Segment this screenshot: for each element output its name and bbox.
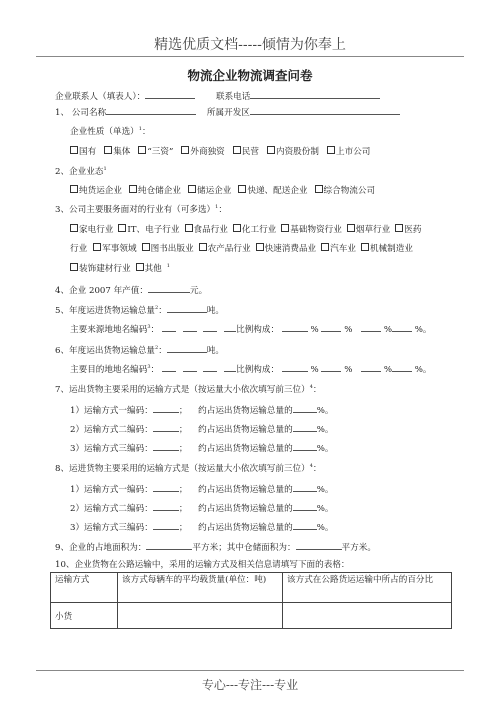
- checkbox-option[interactable]: [70, 184, 122, 196]
- mode-code-blank[interactable]: [153, 482, 179, 492]
- share-blank[interactable]: [293, 520, 317, 530]
- checkbox-label: 装饰建材行业: [79, 264, 131, 274]
- checkbox-option[interactable]: [233, 145, 259, 157]
- transport-table: [50, 572, 452, 629]
- mode3-label: 3）运输方式三编码：: [70, 444, 153, 454]
- phone-label: 联系电话: [215, 92, 251, 102]
- header-cell: 运输方式: [51, 573, 118, 603]
- checkbox-icon[interactable]: [181, 146, 189, 154]
- checkbox-label: 家电行业: [79, 225, 114, 235]
- q2-label: 2、企业业态: [55, 167, 104, 177]
- checkbox-icon[interactable]: [129, 185, 137, 193]
- table-header-row: [51, 573, 452, 603]
- q7-mode1: 1）运输方式一编码： ； 约占运出货物运输总量的 %。: [70, 403, 333, 416]
- document-title: 物流企业物流调查问卷: [187, 68, 313, 83]
- percent-sign: %。: [316, 485, 334, 495]
- checkbox-option[interactable]: [136, 262, 162, 274]
- checkbox-label: 外商独资: [190, 147, 225, 157]
- code-blank[interactable]: [203, 362, 217, 372]
- checkbox-option[interactable]: [267, 145, 319, 157]
- nature-label: 企业性质（单选）: [70, 127, 139, 137]
- checkbox-option[interactable]: [129, 184, 181, 196]
- q4-unit: 元。: [189, 286, 208, 296]
- q10-label: 10、企业货物在公路运输中，采用的运输方式及相关信息请填写下面的表格：: [55, 560, 350, 570]
- colon: ：: [312, 385, 322, 395]
- percent-sign: %: [344, 365, 353, 375]
- checkbox-option[interactable]: [70, 145, 96, 157]
- checkbox-icon[interactable]: [70, 185, 78, 193]
- checkbox-label: 基础物资行业: [290, 225, 342, 235]
- checkbox-label: 集体: [113, 147, 131, 157]
- area-blank[interactable]: [146, 540, 192, 550]
- percent-sign: %。: [316, 444, 334, 454]
- checkbox-option[interactable]: [70, 223, 113, 235]
- q8-mode1: 1）运输方式一编码： ； 约占运出货物运输总量的 %。: [70, 482, 333, 495]
- mode2-label: 2）运输方式二编码：: [70, 425, 153, 435]
- q5-blank[interactable]: [167, 303, 207, 313]
- ratio-blank[interactable]: [361, 362, 381, 372]
- q7-row: [55, 383, 322, 395]
- code-blank[interactable]: [162, 362, 176, 372]
- mode2-label: 2）运输方式二编码：: [70, 504, 153, 514]
- share-label: 约占运出货物运输总量的: [198, 444, 293, 454]
- percent-sign: %: [383, 365, 392, 375]
- checkbox-icon[interactable]: [267, 146, 275, 154]
- checkbox-label: 军事领域: [102, 244, 137, 254]
- percent-sign: %: [310, 365, 319, 375]
- checkbox-option[interactable]: [281, 223, 342, 235]
- checkbox-option[interactable]: [347, 223, 390, 235]
- mode3-label: 3）运输方式三编码：: [70, 523, 153, 533]
- q5-row: [55, 303, 224, 316]
- code-blank[interactable]: [203, 322, 217, 332]
- checkbox-label: 纯仓储企业: [137, 186, 181, 196]
- share-blank[interactable]: [293, 501, 317, 511]
- checkbox-label: 国有: [79, 147, 97, 157]
- checkbox-icon[interactable]: [315, 185, 323, 193]
- checkbox-label: 纯货运企业: [79, 186, 122, 196]
- q6-sup: 2: [155, 345, 159, 352]
- percent-sign: %。: [316, 523, 334, 533]
- checkbox-option[interactable]: [321, 242, 356, 254]
- checkbox-label: “三资”: [147, 147, 174, 157]
- ratio-label: 比例构成：: [236, 325, 280, 335]
- checkbox-label: 民营: [241, 147, 259, 157]
- code-blank[interactable]: [224, 362, 236, 372]
- share-blank[interactable]: [293, 422, 317, 432]
- share-label: 约占运出货物运输总量的: [198, 523, 293, 533]
- colon: ：: [141, 127, 151, 137]
- q5-sub-label: 主要来源地地名编码: [70, 325, 148, 335]
- q3-label: 3、公司主要服务面对的行业有（可多选）: [55, 205, 216, 215]
- colon: ：: [150, 365, 160, 375]
- checkbox-label: 快递、配送企业: [247, 186, 308, 196]
- code-blank[interactable]: [183, 322, 197, 332]
- checkbox-icon[interactable]: [361, 243, 369, 251]
- ratio-label: 比例构成：: [236, 365, 280, 375]
- q5-sup: 2: [155, 305, 159, 312]
- q8-label: 8、运进货物主要采用的运输方式是（按运量大小依次填写前三位）: [55, 464, 310, 474]
- checkbox-icon[interactable]: [142, 243, 150, 251]
- checkbox-icon[interactable]: [199, 243, 207, 251]
- share-label: 约占运出货物运输总量的: [198, 406, 293, 416]
- checkbox-label: 机械制造业: [369, 244, 413, 254]
- q9-row: [55, 540, 376, 553]
- mode1-label: 1）运输方式一编码：: [70, 406, 153, 416]
- mode1-label: 1）运输方式一编码：: [70, 485, 153, 495]
- q6-sub-sup: 3: [147, 364, 151, 371]
- checkbox-label: 其他: [144, 264, 162, 274]
- q5-sub-sup: 3: [147, 324, 151, 331]
- zone-label: 所属开发区: [206, 108, 250, 118]
- mode-code-blank[interactable]: [153, 441, 179, 451]
- checkbox-icon[interactable]: [395, 224, 403, 232]
- q3-sup: 1: [215, 204, 219, 211]
- percent-sign: %。: [316, 504, 334, 514]
- colon: ：: [312, 464, 322, 474]
- checkbox-option[interactable]: [238, 184, 307, 196]
- percent-sign: %: [310, 325, 319, 335]
- phone-blank[interactable]: [250, 89, 380, 99]
- q6-unit: 吨。: [206, 346, 224, 356]
- table-cell-input[interactable]: [283, 603, 452, 629]
- checkbox-label: 快速消费品业: [264, 244, 317, 254]
- colon: ：: [218, 205, 227, 215]
- nature-label-row: [70, 125, 151, 137]
- page-footer: 专心---专注---专业: [201, 678, 299, 692]
- contact-row: [55, 89, 380, 102]
- q3-options-row2: [70, 242, 418, 254]
- checkbox-label: 储运企业: [196, 186, 232, 196]
- checkbox-label: 汽车业: [330, 244, 356, 254]
- percent-sign: %。: [316, 425, 334, 435]
- storage-area-blank[interactable]: [296, 540, 342, 550]
- q3-options-row3: [70, 262, 170, 274]
- header-divider: [36, 56, 464, 57]
- table-row: [51, 603, 452, 629]
- ratio-blank[interactable]: [321, 322, 341, 332]
- checkbox-option[interactable]: [361, 242, 413, 254]
- checkbox-option[interactable]: [181, 145, 224, 157]
- q7-sup: 4: [309, 384, 313, 391]
- header-cell: 该方式在公路货运运输中所占的百分比: [283, 573, 452, 603]
- checkbox-label: 食品行业: [193, 225, 228, 235]
- checkbox-icon[interactable]: [233, 224, 241, 232]
- q6-blank[interactable]: [167, 343, 207, 353]
- q5-label: 5、年度运进货物运输总量: [55, 306, 155, 316]
- q4-row: [55, 283, 207, 296]
- header-cell: 该方式每辆车的平均载货量(单位：吨): [118, 573, 283, 603]
- q6-label: 6、年度运出货物运输总量: [55, 346, 155, 356]
- share-label: 约占运出货物运输总量的: [198, 485, 293, 495]
- checkbox-icon[interactable]: [70, 146, 78, 154]
- percent-sign: %。: [414, 325, 432, 335]
- checkbox-icon[interactable]: [188, 185, 196, 193]
- checkbox-option[interactable]: [256, 242, 317, 254]
- checkbox-label: 上市公司: [335, 147, 371, 157]
- q10-row: [55, 558, 350, 570]
- checkbox-option[interactable]: [142, 242, 194, 254]
- checkbox-option[interactable]: [327, 145, 370, 157]
- checkbox-option[interactable]: [70, 262, 131, 274]
- nature-options: [70, 145, 378, 157]
- q3-options-row1: [70, 223, 426, 235]
- share-blank[interactable]: [293, 441, 317, 451]
- checkbox-label: 图书出版业: [150, 244, 194, 254]
- mode-code-blank[interactable]: [153, 422, 179, 432]
- percent-sign: %。: [316, 406, 334, 416]
- checkbox-option[interactable]: [138, 145, 173, 157]
- checkbox-icon[interactable]: [321, 243, 329, 251]
- checkbox-icon[interactable]: [93, 243, 101, 251]
- colon: ：: [158, 306, 167, 316]
- code-blank[interactable]: [224, 322, 236, 332]
- checkbox-option[interactable]: [188, 184, 231, 196]
- share-blank[interactable]: [293, 482, 317, 492]
- checkbox-option[interactable]: [93, 242, 136, 254]
- q8-mode2: 2）运输方式二编码： ； 约占运出货物运输总量的 %。: [70, 501, 333, 514]
- percent-sign: %: [383, 325, 392, 335]
- checkbox-icon[interactable]: [281, 224, 289, 232]
- ratio-blank[interactable]: [282, 362, 308, 372]
- q5-unit: 吨。: [206, 306, 224, 316]
- q8-sup: 4: [309, 463, 313, 470]
- mode-code-blank[interactable]: [153, 520, 179, 530]
- q7-label: 7、运出货物主要采用的运输方式是（按运量大小依次填写前三位）: [55, 385, 310, 395]
- checkbox-icon[interactable]: [136, 263, 144, 271]
- q7-mode3: 3）运输方式三编码： ； 约占运出货物运输总量的 %。: [70, 441, 333, 454]
- q3-row: [55, 203, 227, 215]
- checkbox-label: 化工行业: [241, 225, 277, 235]
- q6-sub-label: 主要目的地地名编码: [70, 365, 148, 375]
- checkbox-option[interactable]: [185, 223, 228, 235]
- q8-mode3: 3）运输方式三编码： ； 约占运出货物运输总量的 %。: [70, 520, 333, 533]
- checkbox-label: 内资股份制: [275, 147, 319, 157]
- percent-sign: %。: [414, 365, 432, 375]
- company-name-blank[interactable]: [106, 105, 196, 115]
- code-blank[interactable]: [183, 362, 197, 372]
- zone-blank[interactable]: [250, 105, 400, 115]
- q4-blank[interactable]: [148, 283, 190, 293]
- share-blank[interactable]: [293, 403, 317, 413]
- checkbox-option[interactable]: [104, 145, 130, 157]
- q5-sub-row: [70, 322, 432, 335]
- q9-mid: 平方米；其中仓储面积为：: [192, 543, 296, 553]
- checkbox-icon[interactable]: [238, 185, 246, 193]
- checkbox-icon[interactable]: [347, 224, 355, 232]
- ratio-blank[interactable]: [321, 362, 341, 372]
- checkbox-label: 烟草行业: [355, 225, 391, 235]
- checkbox-option[interactable]: [233, 223, 276, 235]
- checkbox-option[interactable]: [199, 242, 251, 254]
- checkbox-label: 农产品行业: [207, 244, 251, 254]
- checkbox-option[interactable]: [118, 223, 179, 235]
- checkbox-label: 综合物流公司: [323, 186, 376, 196]
- q3-row2-prefix: 行业: [70, 244, 88, 254]
- contact-blank[interactable]: [145, 89, 195, 99]
- q2-row: [55, 165, 107, 177]
- q6-row: [55, 343, 224, 356]
- colon: ：: [150, 325, 160, 335]
- table-cell-input[interactable]: [118, 603, 283, 629]
- checkbox-icon[interactable]: [256, 243, 264, 251]
- ratio-blank[interactable]: [282, 322, 308, 332]
- percent-sign: %: [344, 325, 353, 335]
- q9-end: 平方米。: [341, 543, 376, 553]
- nature-sup: 1: [138, 126, 142, 133]
- footer-divider: [36, 670, 464, 671]
- ratio-blank[interactable]: [392, 322, 412, 332]
- page-header: 精选优质文档-----倾情为你奉上: [154, 37, 346, 53]
- checkbox-option[interactable]: [395, 223, 421, 235]
- checkbox-icon[interactable]: [185, 224, 193, 232]
- q1-row: [55, 105, 400, 118]
- checkbox-icon[interactable]: [70, 224, 78, 232]
- checkbox-icon[interactable]: [70, 263, 78, 271]
- checkbox-icon[interactable]: [118, 224, 126, 232]
- q7-mode2: 2）运输方式二编码： ； 约占运出货物运输总量的 %。: [70, 422, 333, 435]
- checkbox-icon[interactable]: [104, 146, 112, 154]
- q9-label: 9、企业的占地面积为：: [55, 543, 147, 553]
- ratio-blank[interactable]: [361, 322, 381, 332]
- checkbox-label: IT、电子行业: [127, 225, 180, 235]
- checkbox-option[interactable]: [315, 184, 376, 196]
- q8-row: [55, 462, 322, 474]
- other-sup: 1: [166, 263, 170, 270]
- code-blank[interactable]: [162, 322, 176, 332]
- checkbox-icon[interactable]: [233, 146, 241, 154]
- checkbox-icon[interactable]: [138, 146, 146, 154]
- q6-sub-row: [70, 362, 432, 375]
- checkbox-icon[interactable]: [327, 146, 335, 154]
- ratio-blank[interactable]: [392, 362, 412, 372]
- table-cell: 小货: [51, 603, 118, 629]
- q2-options: [70, 184, 382, 196]
- checkbox-label: 医药: [404, 225, 422, 235]
- q2-sup: 1: [103, 166, 107, 173]
- share-label: 约占运出货物运输总量的: [198, 425, 293, 435]
- share-label: 约占运出货物运输总量的: [198, 504, 293, 514]
- mode-code-blank[interactable]: [153, 403, 179, 413]
- mode-code-blank[interactable]: [153, 501, 179, 511]
- colon: ：: [158, 346, 167, 356]
- company-name-label: 1、 公司名称: [55, 108, 107, 118]
- q4-label: 4、企业 2007 年产值：: [55, 286, 148, 296]
- contact-label: 企业联系人（填表人）：: [55, 92, 146, 102]
